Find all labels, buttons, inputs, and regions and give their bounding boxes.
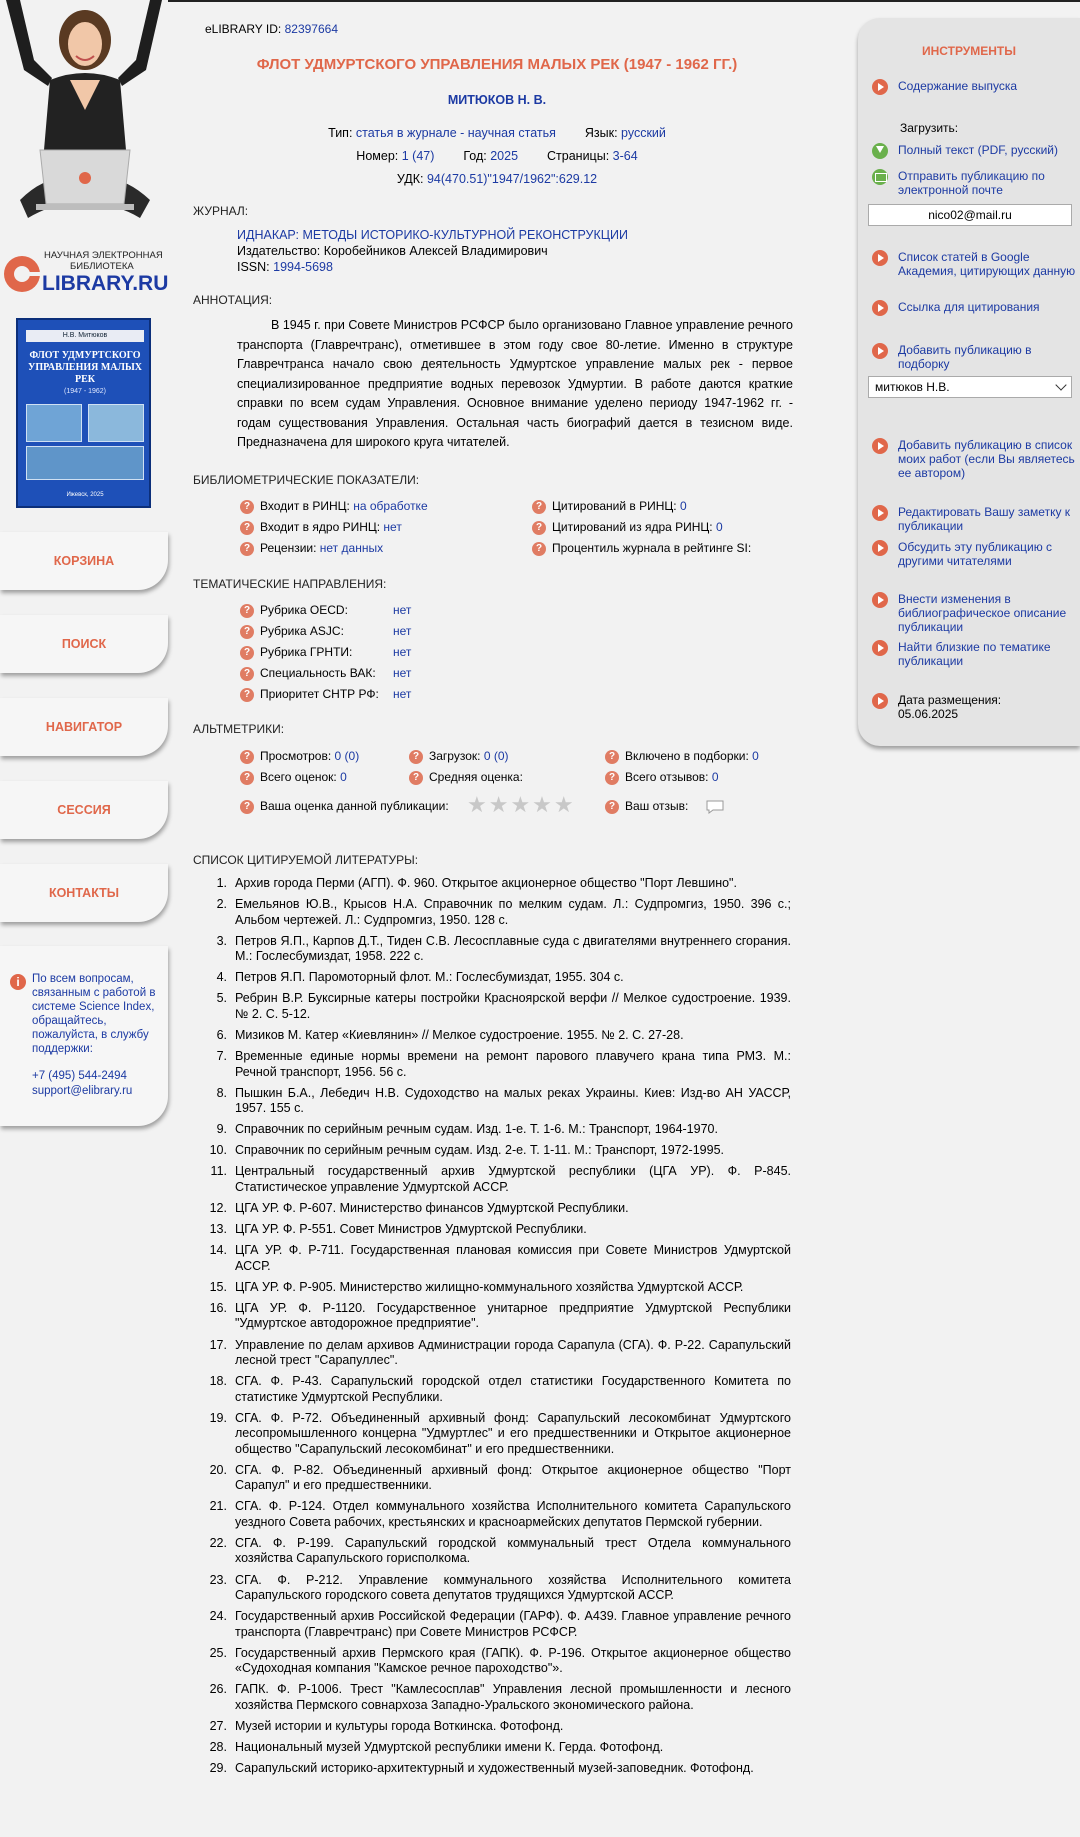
- ratings-label: Всего оценок:: [260, 770, 337, 784]
- reference-number: 22.: [209, 1535, 227, 1550]
- arrow-right-icon: [872, 438, 888, 454]
- thematic-value: нет: [393, 666, 412, 680]
- reference-item: [193, 1682, 801, 1713]
- reference-number: 21.: [209, 1499, 227, 1514]
- reference-text: ГАПК. Ф. Р-1006. Трест "Камлесосплав" Управления лесной промышленности и лесного хозяйства Пермского совнархоза Западно-Уральского экономического района.: [235, 1682, 791, 1712]
- thematic-value: нет: [393, 645, 412, 659]
- help-question-icon[interactable]: ?: [240, 625, 254, 639]
- edit-note-link[interactable]: [872, 505, 1077, 533]
- help-question-icon[interactable]: ?: [240, 500, 254, 514]
- reference-number: 1.: [216, 876, 227, 890]
- core-citations-label: Цитирований из ядра РИНЦ:: [552, 520, 713, 534]
- reference-item: [193, 991, 801, 1022]
- abstract-text: В 1945 г. при Совете Министров РСФСР было организовано Главное управление речного транспорта (Главречтранс), отметившее в этом году свое 80-летие. Именно в структуре Главречтранса начало свою деятельность Удмуртское управление малых рек - первое специализированное предприятие водных перевозок Удмуртии. В работе даются краткие справки по всем судам Управления. Основное внимание уделено периоду 1947-1962 гг. - годам существования Управления. Остальная часть биографий дается в тезисном виде. Предназначена для широкого круга читателей.: [237, 318, 793, 449]
- help-question-icon[interactable]: ?: [240, 688, 254, 702]
- cover-photo-2: [88, 404, 144, 442]
- thematic-label: Рубрика OECD:: [260, 603, 348, 617]
- reference-text: ЦГА УР. Ф. Р-905. Министерство жилищно-коммунального хозяйства Удмуртской АССР.: [235, 1279, 744, 1294]
- reference-item: [193, 1573, 801, 1604]
- thematic-section-heading: ТЕМАТИЧЕСКИЕ НАПРАВЛЕНИЯ:: [193, 577, 387, 591]
- citations-label: Цитирований в РИНЦ:: [552, 499, 677, 513]
- reference-item: [193, 1609, 801, 1640]
- posted-date-value: 05.06.2025: [898, 707, 959, 721]
- thematic-value: нет: [393, 603, 412, 617]
- reviews-row: [240, 541, 383, 556]
- rinc-label: Входит в РИНЦ:: [260, 499, 350, 513]
- reference-item: [193, 1280, 801, 1296]
- reference-item: [193, 897, 801, 928]
- reference-text: ЦГА УР. Ф. Р-711. Государственная плановая комиссия при Совете Министров Удмуртской АССР.: [235, 1243, 791, 1273]
- article-authors-link[interactable]: МИТЮКОВ Н. В.: [447, 93, 547, 107]
- logo-mid-text: БИБЛИОТЕКА: [70, 261, 134, 272]
- elibrary-id-value[interactable]: 82397664: [284, 22, 338, 36]
- info-icon: i: [10, 974, 26, 990]
- add-to-my-works-link[interactable]: [872, 438, 1077, 480]
- posted-date-label: Дата размещения:: [898, 693, 1002, 707]
- reference-item: [193, 970, 801, 986]
- reference-text: СГА. Ф. Р-212. Управление коммунального хозяйства Исполнительного комитета Сарапульского городского совета депутатов трудящихся Удмуртской АССР.: [235, 1572, 791, 1603]
- discuss-label: Обсудить эту публикацию с другими читателями: [898, 540, 1053, 568]
- number-label: Номер:: [356, 149, 399, 163]
- your-review-row: [605, 799, 724, 814]
- reference-text: Ребрин В.Р. Буксирные катеры постройки Красноярской верфи // Мелкое судостроение. 1939. № 2. С. 5-12.: [235, 991, 791, 1021]
- cover-years: (1947 - 1962): [63, 388, 107, 395]
- issue-contents-link[interactable]: [872, 79, 1077, 95]
- reviews-label: Рецензии:: [260, 541, 317, 555]
- arrow-right-icon: [872, 505, 888, 521]
- reference-text: Мизиков М. Катер «Киевлянин» // Мелкое судостроение. 1955. № 2. С. 27-28.: [235, 1027, 684, 1042]
- reference-item: [193, 1028, 801, 1044]
- reference-number: 28.: [209, 1740, 227, 1755]
- reference-number: 11.: [210, 1164, 227, 1179]
- thematic-row-oecd: [240, 603, 348, 618]
- downloads-label: Загрузок:: [429, 749, 481, 763]
- send-email-link[interactable]: [872, 169, 1077, 197]
- reference-text: Государственный архив Российской Федерации (ГАРФ). Ф. А439. Главное управление речного транспорта (Главречтранс) при Совете Министров РСФСР.: [235, 1609, 791, 1639]
- nav-contacts-button[interactable]: КОНТАКТЫ: [0, 864, 168, 922]
- book-cover-image[interactable]: [16, 318, 151, 508]
- views-value: 0 (0): [334, 749, 360, 763]
- reference-item: [193, 1719, 801, 1735]
- udk-value: 94(470.51)"1947/1962":629.12: [426, 172, 598, 186]
- reference-text: Государственный архив Пермского края (ГАПК). Ф. Р-196. Открытое акционерное общество «Судоходная компания "Камское речное пароходство"».: [235, 1645, 791, 1676]
- download-icon: [872, 143, 888, 159]
- views-label: Просмотров:: [260, 749, 332, 763]
- cover-photo-1: [26, 404, 82, 442]
- reference-text: Национальный музей Удмуртской республики имени К. Герда. Фотофонд.: [235, 1740, 664, 1755]
- reference-number: 4.: [216, 970, 227, 985]
- reference-item: [193, 934, 801, 965]
- reference-number: 14.: [209, 1243, 227, 1258]
- nav-navigator-button[interactable]: НАВИГАТОР: [0, 698, 168, 756]
- similar-publications-link[interactable]: [872, 640, 1077, 668]
- cover-photo-3: [26, 446, 144, 480]
- references-section-heading: СПИСОК ЦИТИРУЕМОЙ ЛИТЕРАТУРЫ:: [193, 853, 419, 867]
- change-biblio-link[interactable]: [872, 592, 1077, 634]
- issue-contents-label: Содержание выпуска: [898, 79, 1018, 93]
- arrow-right-icon: [872, 592, 888, 608]
- citation-label: Ссылка для цитирования: [898, 300, 1040, 314]
- journal-section-heading: ЖУРНАЛ:: [193, 204, 249, 218]
- help-question-icon[interactable]: ?: [240, 667, 254, 681]
- elibrary-logo[interactable]: [2, 246, 170, 296]
- reference-number: 9.: [216, 1122, 227, 1137]
- help-question-icon[interactable]: ?: [532, 521, 546, 535]
- comment-icon[interactable]: [706, 800, 724, 814]
- reference-item: [193, 1086, 801, 1117]
- reference-number: 23.: [209, 1572, 227, 1587]
- reference-item: [193, 1646, 801, 1677]
- reference-item: [193, 1122, 801, 1138]
- reference-number: 26.: [209, 1682, 227, 1697]
- reference-item: [193, 1463, 801, 1494]
- issn-value-link[interactable]: 1994-5698: [273, 260, 333, 274]
- thematic-row-grnti: [240, 645, 352, 660]
- help-question-icon[interactable]: ?: [532, 500, 546, 514]
- number-value-link[interactable]: 1 (47): [401, 149, 435, 163]
- reference-number: 10.: [209, 1143, 227, 1158]
- reference-number: 12.: [209, 1201, 227, 1216]
- chevron-down-icon: [1055, 379, 1066, 390]
- reference-text: СГА. Ф. Р-82. Объединенный архивный фонд: Открытое акционерное общество "Порт Сарапул" и его предшественники.: [235, 1462, 791, 1493]
- core-citations-value: 0: [715, 520, 723, 534]
- reference-number: 17.: [209, 1337, 227, 1352]
- cover-author: Н.В. Митюков: [26, 330, 144, 342]
- your-rating-label: Ваша оценка данной публикации:: [260, 799, 449, 813]
- core-value: нет: [383, 520, 402, 534]
- collections-row: [605, 749, 759, 764]
- posted-date: [872, 693, 1077, 721]
- reference-number: 13.: [209, 1222, 227, 1237]
- year-value: 2025: [490, 149, 519, 163]
- reference-text: Временные единые нормы времени на ремонт парового плавучего крана типа РМЗ. М.: Речной транспорт, 1956. 56 с.: [235, 1049, 791, 1079]
- reference-item: [193, 876, 801, 892]
- total-reviews-label: Всего отзывов:: [625, 770, 709, 784]
- your-rating-row: [240, 799, 449, 814]
- mail-icon: [872, 169, 888, 185]
- total-reviews-value: 0: [711, 770, 719, 784]
- reference-number: 16.: [209, 1300, 227, 1315]
- reference-text: Архив города Перми (АГП). Ф. 960. Открытое акционерное общество "Порт Левшино".: [235, 876, 737, 890]
- support-email-link[interactable]: support@elibrary.ru: [32, 1085, 133, 1097]
- star-rating-input[interactable]: ★★★★★: [467, 792, 576, 817]
- reference-item: [193, 1761, 801, 1777]
- arrow-right-icon: [872, 693, 888, 709]
- reference-number: 25.: [209, 1645, 227, 1660]
- reference-number: 18.: [209, 1374, 227, 1389]
- citation-link[interactable]: [872, 300, 1077, 316]
- reference-text: СГА. Ф. Р-199. Сарапульский городской коммунальный трест Отдела коммунального хозяйства Сарапульского горисполкома.: [235, 1535, 791, 1566]
- reference-text: ЦГА УР. Ф. Р-551. Совет Министров Удмуртской Республики.: [235, 1222, 587, 1237]
- reference-item: [193, 1222, 801, 1238]
- download-label: Загрузить:: [900, 121, 959, 135]
- reference-number: 3.: [216, 933, 227, 948]
- issn-label: ISSN:: [237, 260, 270, 274]
- arrow-right-icon: [872, 300, 888, 316]
- reference-text: СГА. Ф. Р-124. Отдел коммунального хозяйства Исполнительного комитета Сарапульского уездного Совета рабочих, крестьянских и красноармейских депутатов Пермской губернии.: [235, 1499, 791, 1529]
- reference-text: ЦГА УР. Ф. Р-607. Министерство финансов Удмуртской Республики.: [235, 1201, 629, 1216]
- reference-text: ЦГА УР. Ф. Р-1120. Государственное унитарное предприятие Удмуртской Республики "Удмуртское автодорожное предприятие".: [235, 1300, 791, 1331]
- average-rating-label: Средняя оценка:: [429, 770, 523, 784]
- your-review-label: Ваш отзыв:: [625, 799, 689, 813]
- nav-session-button[interactable]: СЕССИЯ: [0, 781, 168, 839]
- collections-label: Включено в подборки:: [625, 749, 749, 763]
- reference-text: Емельянов Ю.В., Крысов Н.А. Справочник по мелким судам. Л.: Судпромгиз, 1950. 396 с.; Альбом чертежей. Л.: Судпромгиз, 1950. 128 с.: [235, 897, 791, 927]
- collection-select[interactable]: [868, 376, 1072, 398]
- ratings-row: [240, 770, 347, 785]
- logo-top-text: НАУЧНАЯ ЭЛЕКТРОННАЯ: [44, 250, 163, 261]
- discuss-link[interactable]: [872, 540, 1077, 568]
- year-label: Год:: [463, 149, 487, 163]
- citations-row: [532, 499, 687, 514]
- reference-text: Петров Я.П. Паромоторный флот. М.: Гослесбумиздат, 1955. 304 с.: [235, 970, 624, 985]
- lang-value: русский: [621, 126, 666, 140]
- lang-label: Язык:: [584, 126, 618, 140]
- reference-text: Сарапульский историко-архитектурный и художественный музей-заповедник. Фотофонд.: [235, 1761, 754, 1776]
- help-question-icon[interactable]: ?: [605, 750, 619, 764]
- add-to-collection-label: Добавить публикацию в подборку: [898, 343, 1032, 371]
- thematic-value: нет: [393, 687, 412, 701]
- reference-number: 20.: [209, 1462, 227, 1477]
- reference-text: Управление по делам архивов Администрации города Сарапула (СГА). Ф. Р-22. Сарапульский лесной трест "Сарапуллес".: [235, 1337, 791, 1367]
- collection-select-value: митюков Н.В.: [875, 380, 950, 394]
- udk-label: УДК:: [396, 172, 424, 186]
- reference-item: [193, 1164, 801, 1195]
- total-reviews-row: [605, 770, 719, 785]
- type-value: статья в журнале - научная статья: [355, 126, 556, 140]
- meta-type-row: [193, 126, 801, 140]
- google-scholar-link[interactable]: [872, 250, 1077, 278]
- help-question-icon[interactable]: ?: [409, 771, 423, 785]
- reference-text: Пышкин Б.А., Лебедич Н.В. Судоходство на малых реках Украины. Киев: Изд-во АН УАССР, 1957. 155 с.: [235, 1085, 791, 1116]
- help-question-icon[interactable]: ?: [240, 646, 254, 660]
- downloads-row: [409, 749, 509, 764]
- reference-item: [193, 1411, 801, 1458]
- help-question-icon[interactable]: ?: [605, 771, 619, 785]
- collections-value: 0: [752, 749, 759, 763]
- change-biblio-label: Внести изменения в библиографическое описание публикации: [898, 592, 1067, 634]
- arrow-right-icon: [872, 343, 888, 359]
- support-box: [0, 946, 168, 1126]
- help-question-icon[interactable]: ?: [532, 542, 546, 556]
- reference-number: 7.: [216, 1049, 227, 1064]
- hero-woman-laptop-image: [0, 0, 168, 232]
- elibrary-id: [205, 22, 338, 36]
- reference-text: СГА. Ф. Р-72. Объединенный архивный фонд: Сарапульский лесокомбинат Удмуртского лесопромышленного концерна "Удмуртлес" и его предшественники и Открытое акционерное общество "Сарапульский лесокомбинат" и его предшественники.: [235, 1410, 791, 1456]
- reference-text: СГА. Ф. Р-43. Сарапульский городской отдел статистики Государственного Комитета по статистике Удмуртской Республики.: [235, 1374, 791, 1404]
- reference-item: [193, 1536, 801, 1567]
- article-title: ФЛОТ УДМУРТСКОГО УПРАВЛЕНИЯ МАЛЫХ РЕК (1947 - 1962 ГГ.): [256, 56, 738, 73]
- help-question-icon[interactable]: ?: [240, 542, 254, 556]
- reviews-value: нет данных: [319, 541, 384, 555]
- cover-city: Ижевск, 2025: [66, 492, 104, 498]
- fulltext-label: Полный текст (PDF, русский): [898, 143, 1058, 157]
- thematic-label: Рубрика ГРНТИ:: [260, 645, 353, 659]
- ratings-value: 0: [340, 770, 347, 784]
- references-list: [193, 876, 801, 1782]
- percentile-label: Процентиль журнала в рейтинге SI:: [552, 541, 752, 555]
- help-question-icon[interactable]: ?: [605, 800, 619, 814]
- left-sidebar: [0, 0, 172, 1837]
- tools-panel: [858, 18, 1080, 746]
- reference-number: 8.: [216, 1085, 227, 1100]
- reference-number: 27.: [209, 1718, 227, 1733]
- pages-value: 3-64: [612, 149, 638, 163]
- fulltext-pdf-link[interactable]: [872, 143, 1077, 159]
- core-row: [240, 520, 402, 535]
- send-email-label: Отправить публикацию по электронной почте: [898, 169, 1045, 197]
- thematic-label: Специальность ВАК:: [260, 666, 376, 680]
- type-label: Тип:: [328, 126, 353, 140]
- support-text: По всем вопросам, связанным с работой в системе Science Index, обращайтесь, пожалуйста, в службу поддержки:: [32, 973, 156, 1055]
- biblio-section-heading: БИБЛИОМЕТРИЧЕСКИЕ ПОКАЗАТЕЛИ:: [193, 473, 420, 487]
- arrow-right-icon: [872, 250, 888, 266]
- elibrary-id-label: eLIBRARY ID:: [205, 22, 282, 36]
- cover-title: ФЛОТ УДМУРТСКОГО УПРАВЛЕНИЯ МАЛЫХ РЕК: [27, 350, 142, 385]
- percentile-row: [532, 541, 751, 556]
- help-question-icon[interactable]: ?: [240, 800, 254, 814]
- edit-note-label: Редактировать Вашу заметку к публикации: [898, 505, 1071, 533]
- help-question-icon[interactable]: ?: [240, 604, 254, 618]
- support-phone[interactable]: +7 (495) 544-2494: [32, 1070, 127, 1082]
- rinc-row: [240, 499, 428, 514]
- help-question-icon[interactable]: ?: [240, 521, 254, 535]
- reference-number: 29.: [209, 1761, 227, 1776]
- help-question-icon[interactable]: ?: [409, 750, 423, 764]
- thematic-row-asjc: [240, 624, 344, 639]
- add-to-collection-link[interactable]: [872, 343, 1077, 371]
- arrow-right-icon: [872, 540, 888, 556]
- meta-udk-row: [193, 172, 801, 186]
- journal-publisher: Издательство: Коробейников Алексей Владимирович: [237, 244, 548, 258]
- logo-main-text: LIBRARY.RU: [42, 272, 169, 295]
- citations-value[interactable]: 0: [679, 499, 687, 513]
- reference-number: 6.: [216, 1027, 227, 1042]
- downloads-value: 0 (0): [483, 749, 509, 763]
- rinc-value[interactable]: на обработке: [353, 499, 428, 513]
- reference-number: 15.: [209, 1279, 227, 1294]
- nav-search-button[interactable]: ПОИСК: [0, 615, 168, 673]
- reference-number: 19.: [209, 1410, 227, 1425]
- arrow-right-icon: [872, 640, 888, 656]
- pages-label: Страницы:: [547, 149, 610, 163]
- reference-item: [193, 1243, 801, 1274]
- thematic-label: Рубрика ASJC:: [260, 624, 344, 638]
- reference-number: 2.: [216, 897, 227, 912]
- reference-item: [193, 1201, 801, 1217]
- email-input[interactable]: nico02@mail.ru: [868, 204, 1072, 226]
- nav-basket-button[interactable]: КОРЗИНА: [0, 532, 168, 590]
- reference-item: [193, 1049, 801, 1080]
- reference-item: [193, 1499, 801, 1530]
- thematic-label: Приоритет СНТР РФ:: [260, 687, 379, 701]
- reference-number: 24.: [209, 1609, 227, 1624]
- reference-item: [193, 1301, 801, 1332]
- reference-item: [193, 1740, 801, 1756]
- thematic-row-sntr: [240, 687, 379, 702]
- reference-text: Центральный государственный архив Удмуртской республики (ЦГА УР). Ф. Р-845. Статистическое управление Удмуртской АССР.: [235, 1164, 791, 1194]
- average-rating-row: [409, 770, 523, 785]
- help-question-icon[interactable]: ?: [240, 771, 254, 785]
- add-to-my-works-label: Добавить публикацию в список моих работ (если Вы являетесь ее автором): [898, 438, 1075, 480]
- core-label: Входит в ядро РИНЦ:: [260, 520, 381, 534]
- reference-number: 5.: [216, 991, 227, 1006]
- journal-block: [237, 227, 628, 275]
- reference-text: Музей истории и культуры города Воткинска. Фотофонд.: [235, 1718, 564, 1733]
- thematic-value: нет: [393, 624, 412, 638]
- meta-number-row: [193, 149, 801, 163]
- journal-name-link[interactable]: ИДНАКАР: МЕТОДЫ ИСТОРИКО-КУЛЬТУРНОЙ РЕКОНСТРУКЦИИ: [237, 228, 628, 242]
- abstract-section-heading: АННОТАЦИЯ:: [193, 293, 273, 307]
- core-citations-row: [532, 520, 723, 535]
- reference-item: [193, 1143, 801, 1159]
- similar-publications-label: Найти близкие по тематике публикации: [898, 640, 1051, 668]
- reference-text: Справочник по серийным речным судам. Изд. 1-е. Т. 1-6. М.: Транспорт, 1964-1970.: [235, 1122, 718, 1137]
- reference-text: Петров Я.П., Карпов Д.Т., Тиден С.В. Лесосплавные суда с двигателями внутреннего сгорания. М.: Гослесбумиздат, 1958. 222 с.: [235, 933, 791, 964]
- reference-text: Справочник по серийным речным судам. Изд. 2-е. Т. 1-11. М.: Транспорт, 1972-1995.: [235, 1143, 724, 1158]
- altmetrics-section-heading: АЛЬТМЕТРИКИ:: [193, 722, 285, 736]
- tools-heading: ИНСТРУМЕНТЫ: [921, 44, 1017, 58]
- arrow-right-icon: [872, 79, 888, 95]
- google-scholar-label: Список статей в Google Академия, цитирующих данную: [898, 250, 1076, 278]
- reference-item: [193, 1338, 801, 1369]
- reference-item: [193, 1374, 801, 1405]
- help-question-icon[interactable]: ?: [240, 750, 254, 764]
- thematic-row-vak: [240, 666, 376, 681]
- views-row: [240, 749, 359, 764]
